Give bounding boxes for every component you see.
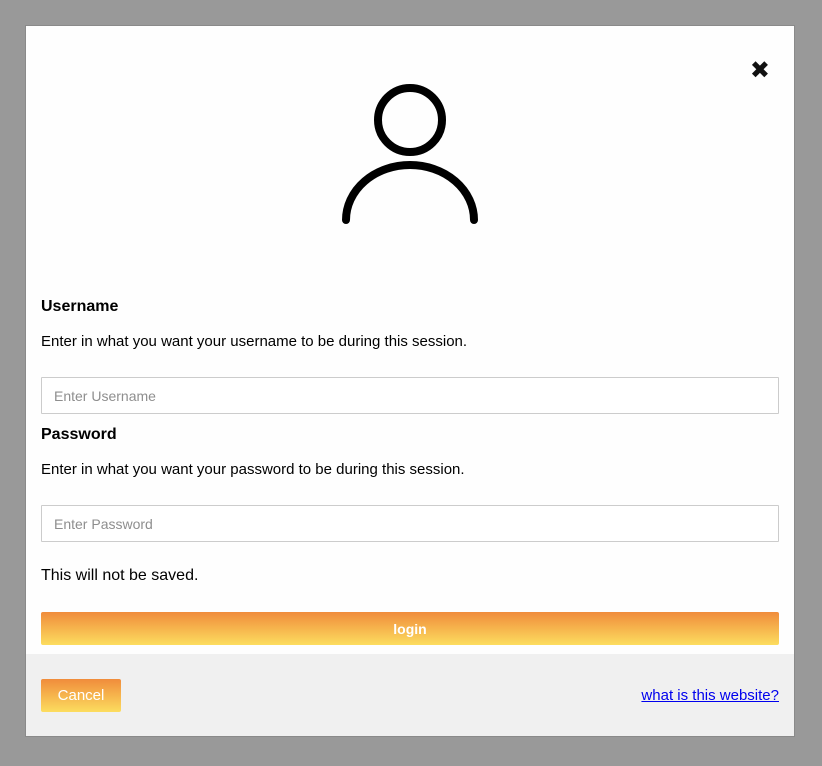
not-saved-note: This will not be saved. — [41, 567, 199, 584]
cancel-button[interactable]: Cancel — [41, 679, 121, 712]
person-icon — [26, 82, 794, 232]
login-modal — [25, 25, 795, 737]
modal-content — [26, 298, 794, 645]
modal-footer — [26, 654, 794, 736]
password-label: Password — [41, 426, 117, 443]
username-description: Enter in what you want your username to be during this session. — [41, 333, 468, 350]
password-input[interactable] — [41, 505, 779, 542]
close-icon[interactable]: ✖ — [749, 56, 770, 84]
username-label: Username — [41, 298, 119, 315]
password-description: Enter in what you want your password to be during this session. — [41, 461, 465, 478]
what-is-this-website-link[interactable]: what is this website? — [641, 686, 779, 704]
username-input[interactable] — [41, 377, 779, 414]
login-button[interactable]: login — [41, 612, 779, 645]
